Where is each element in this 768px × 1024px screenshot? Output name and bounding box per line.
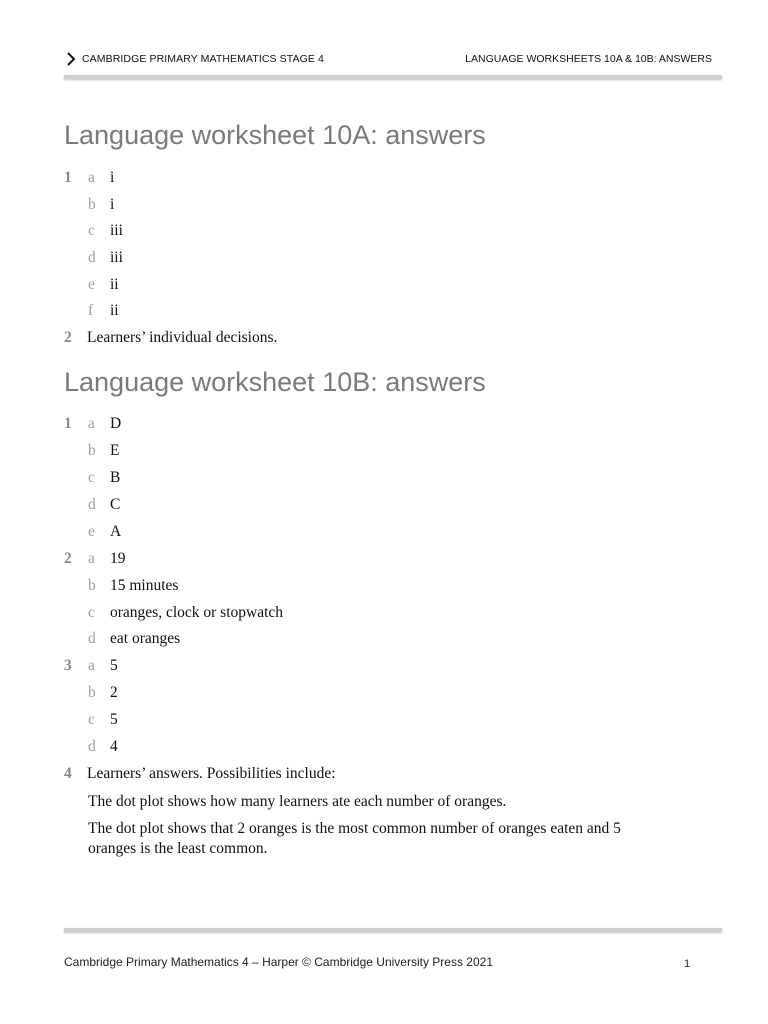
part-letter: b <box>88 577 96 594</box>
answer-text: ii <box>110 302 119 319</box>
answer-text: 5 <box>110 711 118 728</box>
part-letter: e <box>88 276 95 293</box>
answer-text: iii <box>110 249 123 266</box>
question-number: 4 <box>64 765 72 782</box>
part-letter: c <box>88 469 95 486</box>
part-letter: a <box>88 415 95 432</box>
footer-divider <box>64 928 722 932</box>
part-letter: f <box>88 302 94 319</box>
part-letter: d <box>88 249 96 266</box>
answer-text: Learners’ individual decisions. <box>87 329 278 346</box>
part-letter: b <box>88 684 96 701</box>
answer-text: 15 minutes <box>110 577 179 594</box>
answer-text: A <box>110 523 122 540</box>
page-number: 1 <box>684 958 691 970</box>
section-title-10a: Language worksheet 10A: answers <box>64 120 486 150</box>
part-letter: d <box>88 738 96 755</box>
answer-text: Learners’ answers. Possibilities include: <box>87 765 336 782</box>
answer-text: oranges, clock or stopwatch <box>110 604 284 621</box>
answer-text: ii <box>110 276 119 293</box>
part-letter: a <box>88 550 95 567</box>
part-letter: c <box>88 222 95 239</box>
part-letter: e <box>88 523 95 540</box>
part-letter: d <box>88 630 96 647</box>
running-header <box>64 50 712 70</box>
answer-text: 4 <box>110 738 118 755</box>
part-letter: c <box>88 604 95 621</box>
answer-text: B <box>110 469 121 486</box>
section-title-10b: Language worksheet 10B: answers <box>64 367 486 397</box>
question-number: 3 <box>64 657 72 674</box>
part-letter: b <box>88 442 96 459</box>
part-letter: d <box>88 496 96 513</box>
answer-text: i <box>110 169 115 186</box>
chevron-right-icon <box>66 52 76 69</box>
question-number: 2 <box>64 550 72 567</box>
part-letter: c <box>88 711 95 728</box>
header-left: CAMBRIDGE PRIMARY MATHEMATICS STAGE 4 <box>82 53 324 65</box>
answer-text: C <box>110 496 121 513</box>
question-number: 1 <box>64 415 72 432</box>
footer-text: Cambridge Primary Mathematics 4 – Harper © Cambridge University Press 2021 <box>64 955 493 969</box>
part-letter: a <box>88 657 95 674</box>
answer-text: iii <box>110 222 123 239</box>
answer-text: i <box>110 196 115 213</box>
answer-text: E <box>110 442 120 459</box>
answer-text: D <box>110 415 122 432</box>
answer-text: 5 <box>110 657 118 674</box>
header-right: LANGUAGE WORKSHEETS 10A & 10B: ANSWERS <box>465 53 712 65</box>
part-letter: b <box>88 196 96 213</box>
answer-text: 19 <box>110 550 126 567</box>
question-number: 1 <box>64 169 72 186</box>
part-letter: a <box>88 169 95 186</box>
answer-text: eat oranges <box>110 630 181 647</box>
answer-paragraph: The dot plot shows that 2 oranges is the most common number of oranges eaten and 5 oranges is the least common. <box>88 820 621 857</box>
answer-text: 2 <box>110 684 118 701</box>
question-number: 2 <box>64 329 72 346</box>
header-divider <box>64 75 722 79</box>
answer-paragraph: The dot plot shows how many learners ate each number of oranges. <box>88 793 507 810</box>
